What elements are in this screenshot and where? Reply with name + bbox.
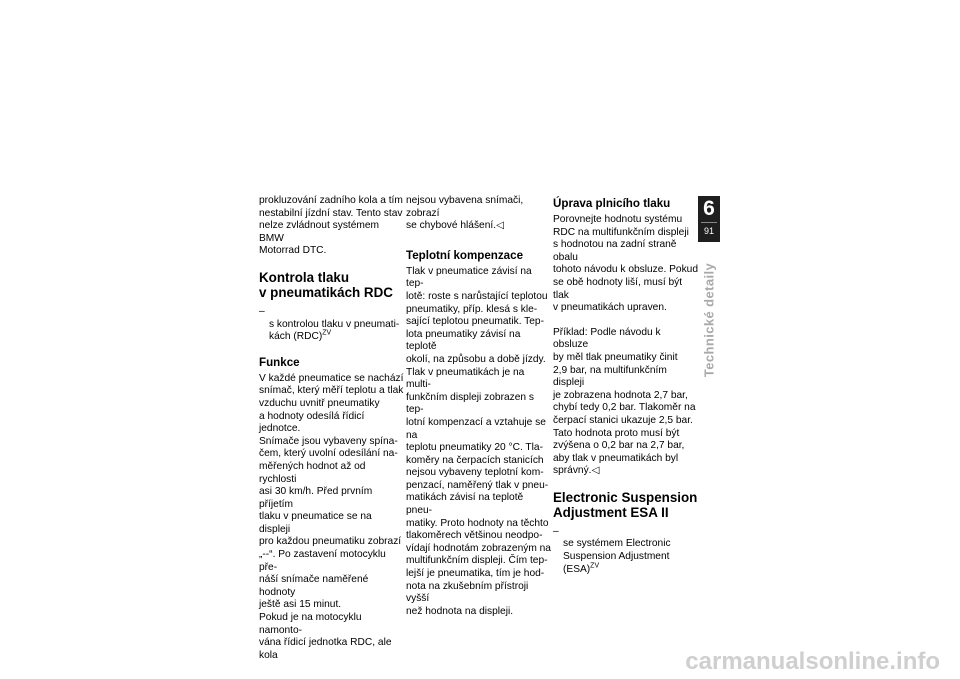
column-1 [259, 195, 404, 662]
bullet-dash: – [553, 525, 559, 537]
bullet-esa [553, 526, 698, 576]
heading-esa: Electronic Suspension Adjustment ESA II [553, 489, 698, 520]
chapter-number: 6 [703, 197, 715, 220]
priklad-paragraph: Příklad: Podle návodu k obsluze by měl tlak pneumatiky činit 2,9 bar, na multifunkčním displeji je zobrazena hodnota 2,7 bar, chybí tedy 0,2 bar. Tlakoměr na čerpací stanici ukazuje 2,5 bar. Tato hodnota proto musí být zvýšena o 0,2 bar na 2,7 bar, aby tlak v pneumatikách byl správný.◁ [553, 326, 696, 477]
continued-paragraph: nejsou vybavena snímači, zobrazí se chybové hlášení.◁ [406, 195, 524, 232]
bullet-dash: – [259, 305, 265, 317]
tab-divider [701, 222, 717, 223]
watermark: carmanualsonline.info [685, 648, 940, 675]
heading-uprava: Úprava plnicího tlaku [553, 197, 671, 210]
uprava-paragraph: Porovnejte hodnotu systému RDC na multifunkčním displeji s hodnotou na zadní straně obalu tohoto návodu k obsluze. Pokud se obě hodnoty liší, musí být tlak v pneumatikách upraven. [553, 214, 698, 314]
heading-funkce: Funkce [259, 355, 300, 369]
heading-teplotni: Teplotní kompenzace [406, 248, 524, 262]
heading-rdc: Kontrola tlaku v pneumatikách RDC [259, 269, 393, 300]
column-3 [553, 197, 698, 576]
bullet-rdc-text: s kontrolou tlaku v pneumati- kách (RDC) [269, 318, 400, 343]
page-number: 91 [703, 226, 714, 236]
bullet-esa-text: se systémem Electronic Suspension Adjustment (ESA) [563, 538, 671, 575]
column-2 [406, 195, 551, 618]
funkce-paragraph: V každé pneumatice se nachází snímač, který měří teplotu a tlak vzduchu uvnitř pneumatiky a hodnoty odesílá řídicí jednotce. Snímače jsou vybaveny spína- čem, který uvolní odesílání na- měřených hodnot až od rychlosti asi 30 km/h. Před prvním příjetím tlaku v pneumatice se na displeji pro každou pneumatiku zobrazí „--“. Po zastavení motocyklu pře- náší snímače naměřené hodnoty ještě asi 15 minut. Pokud je na motocyklu namonto- vána řídicí jednotka RDC, ale kola [259, 372, 404, 661]
bullet-rdc-sup: ZV [322, 329, 332, 337]
intro-paragraph: prokluzování zadního kola a tím nestabilní jízdní stav. Tento stav nelze zvládnout systémem BMW Motorrad DTC. [259, 195, 403, 257]
bullet-esa-sup: ZV [590, 562, 600, 570]
chapter-tab [698, 196, 720, 242]
teplotni-paragraph: Tlak v pneumatice závisí na tep- lotě: roste s narůstající teplotou pneumatiky, příp. klesá s kle- sající teplotou pneumatik. Tep- lota pneumatiky závisí na teplotě okolí, na způsobu a době jízdy. Tlak v pneumatikách je na multi- funkčním displeji zobrazen s tep- lotní kompenzací a vztahuje se na teplotu pneumatiky 20 °C. Tla- koměry na čerpacích stanicích nejsou vybaveny teplotní kom- penzací, naměřený tlak v pneu- matikách závisí na teplotě pneu- matiky. Proto hodnoty na těchto tlakoměrech většinou neodpo- vídají hodnotám zobrazeným na multifunkčním displeji. Čím tep- lejší je pneumatika, tím je hod- nota na zkušebním přístroji vyšší než hodnota na displeji. [406, 265, 551, 617]
chapter-side-title: Technické detaily [701, 262, 717, 378]
bullet-rdc [259, 306, 404, 344]
